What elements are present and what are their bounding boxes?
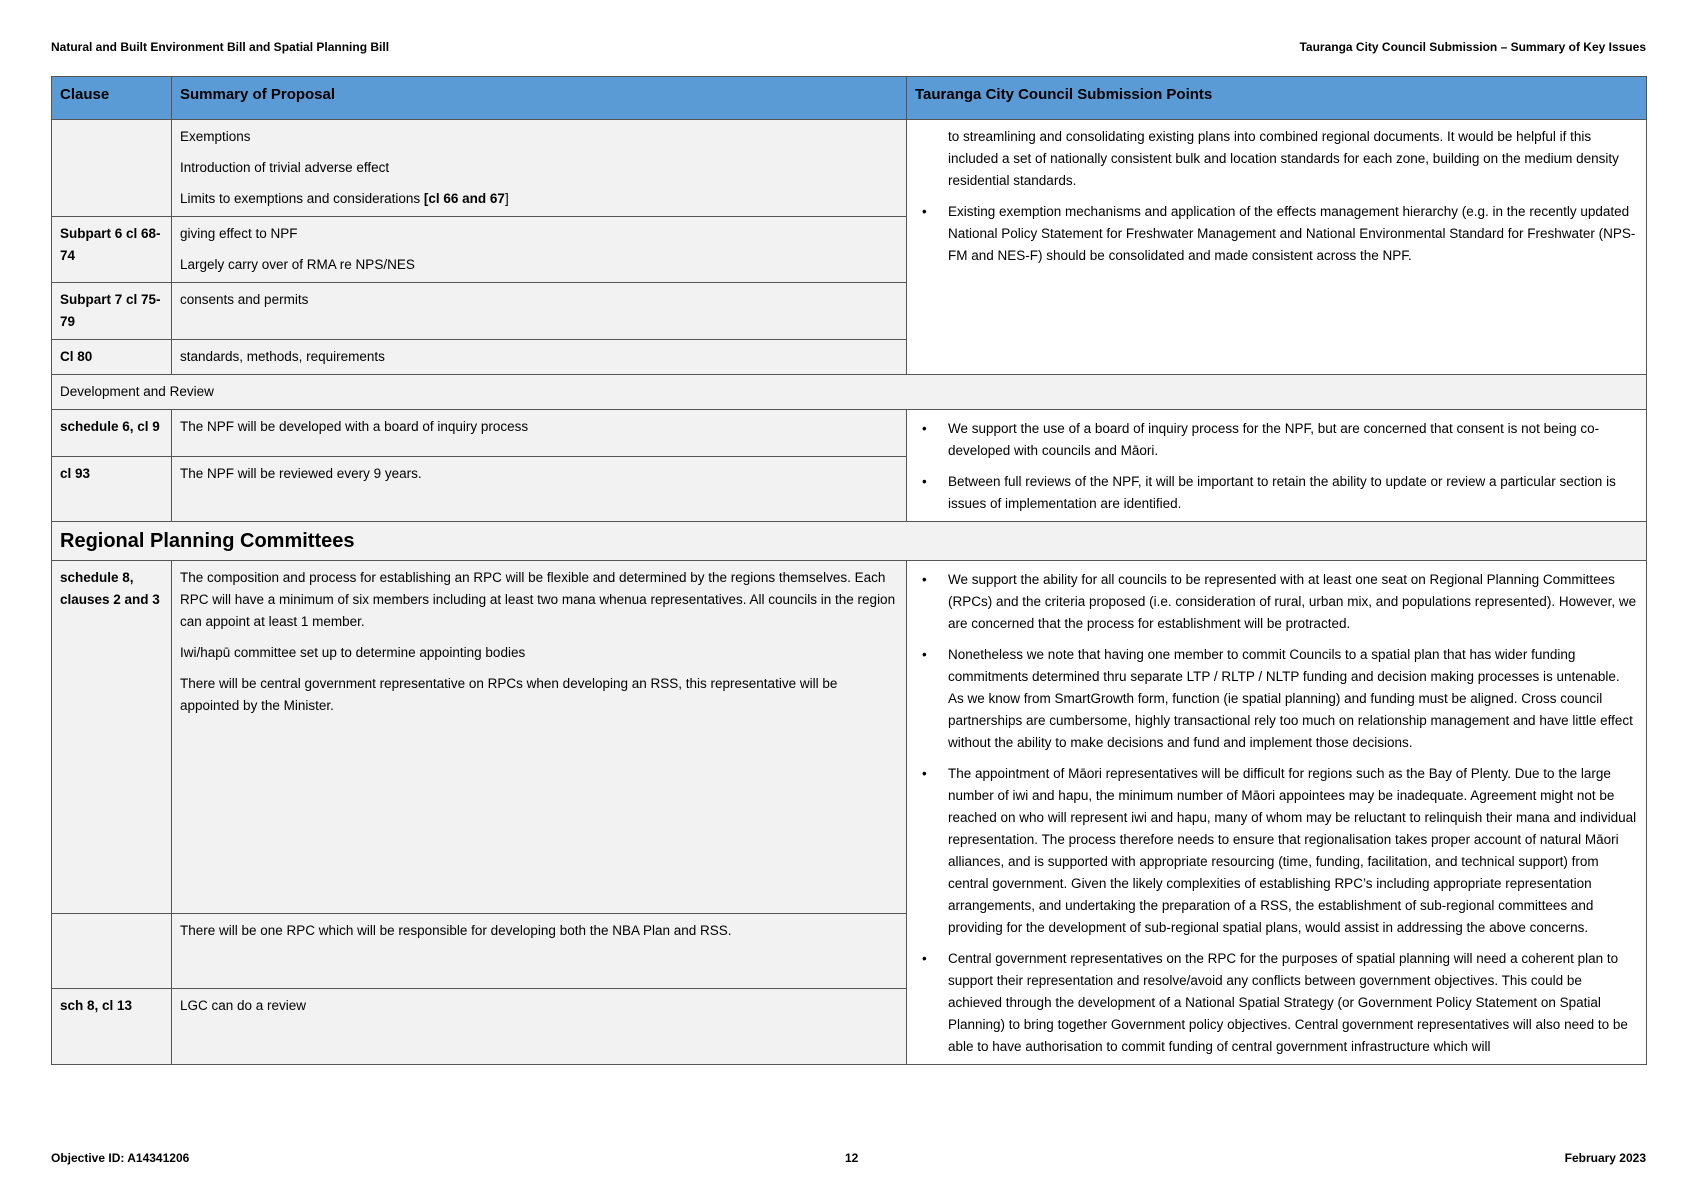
summary-line: The composition and process for establishing an RPC will be flexible and determined by the regions themselves. Each RPC will have a minimum of six members including at least two mana whenua representatives. All councils in the region can appoint at least 1 member. — [180, 570, 896, 629]
clause-reference: [cl 66 and 67 — [423, 191, 505, 206]
summary-cell — [172, 561, 907, 914]
table-row — [52, 410, 1647, 457]
footer-objective-id: Objective ID: A14341206 — [51, 1151, 190, 1165]
bullet-icon: • — [922, 766, 927, 781]
submission-points-list — [915, 418, 1638, 515]
submission-point: • Existing exemption mechanisms and application of the effects management hierarchy (e.g. in the recently updated National Policy Statement for Freshwater Management and National Environmental Standard for Freshwater (NPS-FM and NES-F) should be consolidated and made consistent across the NPF. — [948, 201, 1638, 267]
submission-points-list — [915, 569, 1638, 1058]
clause-reference-close: ] — [504, 191, 509, 206]
header-submission-title: Tauranga City Council Submission – Summary of Key Issues — [1299, 40, 1646, 54]
submission-table — [51, 76, 1647, 1065]
summary-line: Exemptions — [180, 129, 251, 144]
bullet-icon: • — [922, 572, 927, 587]
footer-date: February 2023 — [1564, 1151, 1646, 1165]
submission-point: • Nonetheless we note that having one member to commit Councils to a spatial plan that has wider funding commitments determined thru separate LTP / RLTP / NLTP funding and decision making processes is untenable. As we know from SmartGrowth form, function (ie spatial planning) and funding must be aligned. Cross council partnerships are cumbersome, highly transactional rely too much on relationship management and have little effect without the ability to make decisions and fund and implement those decisions. — [948, 644, 1638, 754]
bullet-icon: • — [922, 204, 927, 219]
section-heading-regional-planning-committees: Regional Planning Committees — [52, 522, 1647, 561]
column-header-submission-points: Tauranga City Council Submission Points — [907, 77, 1647, 120]
column-header-summary: Summary of Proposal — [172, 77, 907, 120]
submission-points-cell — [907, 410, 1647, 522]
submission-point: • We support the use of a board of inquiry process for the NPF, but are concerned that consent is not being co-developed with councils and Māori. — [948, 418, 1638, 462]
subheading-development-review: Development and Review — [52, 375, 1647, 410]
clause-cell: schedule 8, clauses 2 and 3 — [52, 561, 172, 914]
clause-cell — [52, 120, 172, 217]
summary-text: Limits to exemptions and considerations — [180, 191, 424, 206]
footer-page-number: 12 — [845, 1151, 859, 1165]
summary-line: Iwi/hapū committee set up to determine appointing bodies — [180, 645, 526, 660]
submission-point: • Between full reviews of the NPF, it will be important to retain the ability to update or review a particular section is issues of implementation are identified. — [948, 471, 1638, 515]
summary-line: consents and permits — [180, 292, 309, 307]
table-row — [52, 561, 1647, 914]
clause-cell: Subpart 7 cl 75-79 — [52, 283, 172, 340]
summary-line: Largely carry over of RMA re NPS/NES — [180, 257, 415, 272]
clause-cell: cl 93 — [52, 457, 172, 522]
clause-cell: schedule 6, cl 9 — [52, 410, 172, 457]
submission-point: • Central government representatives on the RPC for the purposes of spatial planning will need a coherent plan to support their representation and resolve/avoid any conflicts between government objectives. This could be achieved through the development of a National Spatial Strategy (or Government Policy Statement on Spatial Planning) to bring together Government policy objectives. Central government representatives will also need to be able to have authorisation to commit funding of central government infrastructure which will — [948, 948, 1638, 1058]
summary-line: giving effect to NPF — [180, 226, 298, 241]
bullet-icon: • — [922, 421, 927, 436]
header-document-title: Natural and Built Environment Bill and Spatial Planning Bill — [51, 40, 390, 54]
summary-cell: The NPF will be developed with a board of inquiry process — [172, 410, 907, 457]
clause-cell: Subpart 6 cl 68-74 — [52, 217, 172, 283]
column-header-clause: Clause — [52, 77, 172, 120]
submission-points-list — [915, 201, 1638, 267]
summary-cell: The NPF will be reviewed every 9 years. — [172, 457, 907, 522]
bullet-icon: • — [922, 474, 927, 489]
summary-line: There will be central government representative on RPCs when developing an RSS, this representative will be appointed by the Minister. — [180, 676, 838, 713]
summary-cell — [172, 340, 907, 375]
bullet-icon: • — [922, 647, 927, 662]
clause-cell: Cl 80 — [52, 340, 172, 375]
continued-point-text: to streamlining and consolidating existing plans into combined regional documents. It would be helpful if this included a set of nationally consistent bulk and location standards for each zone, building on the medium density residential standards. — [948, 129, 1619, 188]
clause-cell: sch 8, cl 13 — [52, 989, 172, 1065]
clause-cell — [52, 913, 172, 989]
bullet-icon: • — [922, 951, 927, 966]
section-heading-row — [52, 522, 1647, 561]
summary-cell — [172, 217, 907, 283]
summary-cell: There will be one RPC which will be responsible for developing both the NBA Plan and RSS. — [172, 913, 907, 989]
submission-point: • The appointment of Māori representatives will be difficult for regions such as the Bay of Plenty. Due to the large number of iwi and hapu, the minimum number of Māori appointees may be inadequate. Agreement might not be reached on who will represent iwi and hapu, many of whom may be reluctant to relinquish their mana and individual representation. The process therefore needs to ensure that regionalisation takes proper account of natural Māori alliances, and is supported with appropriate resourcing (time, funding, facilitation, and technical support) from central government. Given the likely complexities of establishing RPC’s including appropriate representation arrangements, and undertaking the preparation of a RSS, the establishment of sub-regional committees and providing for the development of sub-regional spatial plans, would assist in addressing the above concerns. — [948, 763, 1638, 939]
summary-cell — [172, 120, 907, 217]
submission-point: • We support the ability for all councils to be represented with at least one seat on Regional Planning Committees (RPCs) and the criteria proposed (i.e. consideration of rural, urban mix, and populations represented). However, we are concerned that the process for establishment will be protracted. — [948, 569, 1638, 635]
summary-line: standards, methods, requirements — [180, 349, 385, 364]
summary-line — [180, 188, 898, 210]
table-row — [52, 120, 1647, 217]
table-header-row — [52, 77, 1647, 120]
submission-points-cell — [907, 561, 1647, 1065]
summary-cell: LGC can do a review — [172, 989, 907, 1065]
subheading-row — [52, 375, 1647, 410]
submission-points-cell — [907, 120, 1647, 375]
summary-cell — [172, 283, 907, 340]
summary-line: Introduction of trivial adverse effect — [180, 160, 390, 175]
